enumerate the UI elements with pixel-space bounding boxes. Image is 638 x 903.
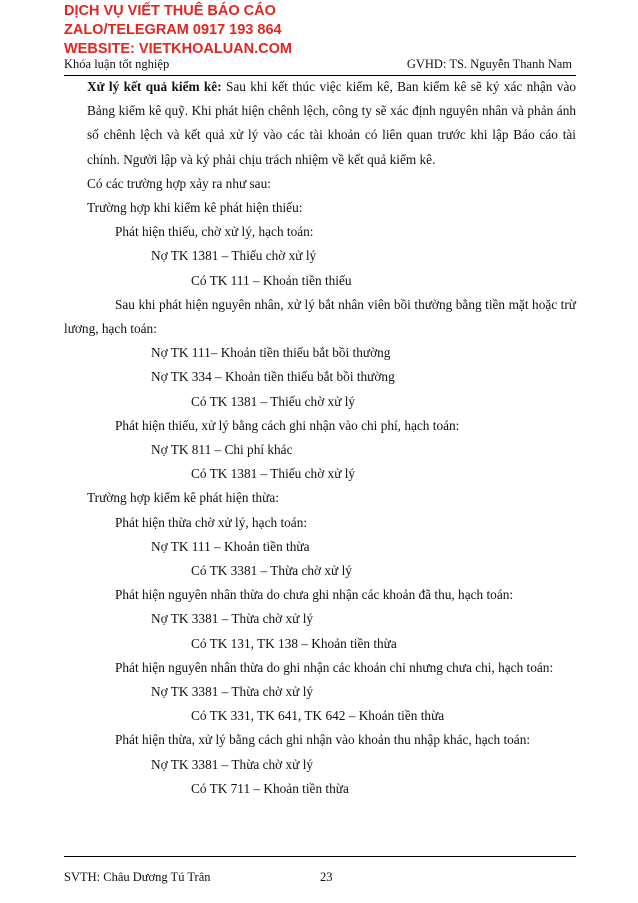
entry-line: Nợ TK 334 – Khoản tiền thiếu bắt bồi thường (151, 369, 395, 385)
entry-line: Nợ TK 1381 – Thiếu chờ xử lý (151, 248, 317, 264)
text-line: Phát hiện thiếu, xử lý bằng cách ghi nhận vào chi phí, hạch toán: (115, 417, 460, 433)
entry-line: Nợ TK 3381 – Thừa chờ xử lý (151, 611, 314, 627)
footer-author: SVTH: Châu Dương Tú Trân (64, 870, 211, 884)
text-line: Có các trường hợp xảy ra như sau: (87, 175, 271, 191)
page-header (64, 57, 576, 76)
entry-line: Nợ TK 3381 – Thừa chờ xử lý (151, 684, 314, 700)
entry-line: Có TK 131, TK 138 – Khoản tiền thừa (191, 635, 397, 651)
entry-line: Có TK 111 – Khoản tiền thiếu (191, 272, 352, 288)
text-line: Trường hợp kiểm kê phát hiện thừa: (87, 490, 279, 506)
entry-line: Có TK 1381 – Thiếu chờ xử lý (191, 393, 356, 409)
entry-line: Nợ TK 111– Khoản tiền thiếu bắt bồi thường (151, 345, 391, 361)
watermark-line: WEBSITE: VIETKHOALUAN.COM (64, 41, 292, 57)
bold-heading: Xử lý kết quả kiểm kê: (87, 79, 222, 94)
text-line: Phát hiện nguyên nhân thừa do ghi nhận các khoản chi nhưng chưa chi, hạch toán: (115, 659, 554, 675)
text-line: Phát hiện thừa chờ xử lý, hạch toán: (115, 514, 308, 530)
paragraph-text: Sau khi kết thúc việc kiểm kê, Ban kiểm kê sẽ ký xác nhận vào Bảng kiểm kê quỹ. Khi phát hiện chênh lệch, công ty sẽ xác định nguyên nhân và phản ánh số chênh lệch và kết quả xử lý vào các tài khoản có liên quan trước khi lập Báo cáo tài chính. Người lập và ký phải chịu trách nhiệm về kết quả kiểm kê. (87, 79, 576, 167)
header-left: Khóa luận tốt nghiệp (64, 57, 170, 71)
watermark-line: DỊCH VỤ VIẾT THUÊ BÁO CÁO (64, 3, 276, 19)
entry-line: Có TK 711 – Khoản tiền thừa (191, 780, 349, 796)
watermark-banner (64, 2, 292, 59)
entry-line: Nợ TK 111 – Khoản tiền thừa (151, 538, 310, 554)
entry-line: Nợ TK 3381 – Thừa chờ xử lý (151, 756, 314, 772)
text-line: Phát hiện thừa, xử lý bằng cách ghi nhận vào khoản thu nhập khác, hạch toán: (115, 732, 531, 748)
entry-line: Nợ TK 811 – Chi phí khác (151, 442, 293, 458)
header-right: GVHD: TS. Nguyễn Thanh Nam (406, 57, 572, 71)
document-body (64, 75, 576, 801)
entry-line: Có TK 331, TK 641, TK 642 – Khoản tiền thừa (191, 708, 445, 724)
watermark-line: ZALO/TELEGRAM 0917 193 864 (64, 22, 282, 38)
text-line: Phát hiện thiếu, chờ xử lý, hạch toán: (115, 224, 314, 240)
entry-line: Có TK 1381 – Thiếu chờ xử lý (191, 466, 356, 482)
paragraph (64, 75, 576, 172)
paragraph: Sau khi phát hiện nguyên nhân, xử lý bắt nhân viên bồi thường bằng tiền mặt hoặc trừ lương, hạch toán: (64, 296, 576, 337)
text-line: Phát hiện nguyên nhân thừa do chưa ghi nhận các khoản đã thu, hạch toán: (115, 587, 514, 603)
page-number: 23 (320, 870, 333, 884)
text-line: Trường hợp khi kiểm kê phát hiện thiếu: (87, 200, 303, 216)
entry-line: Có TK 3381 – Thừa chờ xử lý (191, 563, 352, 579)
footer-divider (64, 856, 576, 857)
